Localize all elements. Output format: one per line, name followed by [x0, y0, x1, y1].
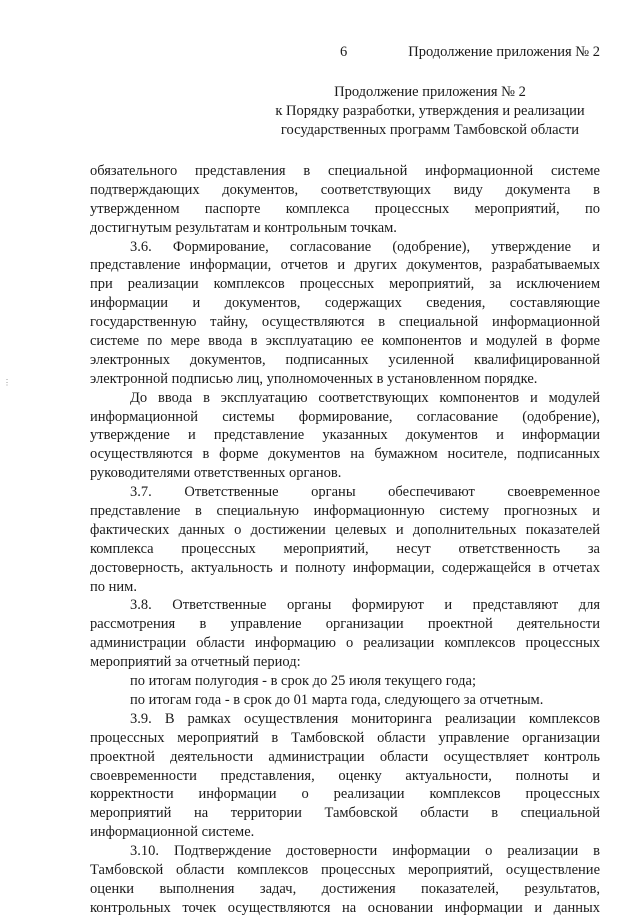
appendix-heading-line: Продолжение приложения № 2 — [334, 84, 526, 100]
paragraph-p3_9 — [90, 710, 600, 842]
text-line: обязательного представления в специальной информационной системе — [90, 163, 600, 179]
text-line: мероприятий на территории Тамбовской области в специальной — [90, 805, 600, 822]
document-body — [90, 162, 600, 918]
text-line: электронной подписью лиц, уполномоченных в установленном порядке. — [90, 370, 538, 387]
text-line: рассмотрения в управление организации проектной деятельности — [90, 616, 600, 633]
text-line: системе по мере ввода в эксплуатацию ее компонентов и модулей в форме — [90, 333, 600, 350]
text-line: информации и документов, содержащих сведения, составляющие — [90, 295, 600, 312]
text-line: подтверждающих документов, соответствующих виду документа в — [90, 181, 600, 198]
paragraph-p_half — [90, 672, 600, 691]
paragraph-p3_6 — [90, 238, 600, 389]
text-line: электронных документов, подписанных усиленной квалифицированной — [90, 351, 600, 368]
text-line: утверждение и представление указанных документов и информации — [90, 427, 600, 444]
text-line: оценки выполнения задач, достижения показателей, результатов, — [90, 880, 600, 897]
page-number: 6 — [340, 44, 348, 60]
text-line: корректности информации о реализации комплексов процессных — [90, 786, 600, 803]
text-line: 3.8. Ответственные органы формируют и представляют для — [130, 597, 600, 614]
page-header — [0, 44, 640, 64]
text-line: по итогам полугодия - в срок до 25 июля текущего года; — [130, 673, 476, 690]
text-line: информационной системы формирование, согласование (одобрение), — [90, 408, 600, 425]
text-line: 3.6. Формирование, согласование (одобрение), утверждение и — [130, 238, 600, 255]
paragraph-p3_10 — [90, 842, 600, 918]
text-line: проектной деятельности администрации области осуществляет контроль — [90, 748, 600, 765]
text-line: достигнутым результатам и контрольным точкам. — [90, 219, 397, 236]
text-line: руководителями ответственных органов. — [90, 465, 342, 482]
paragraph-p3_7 — [90, 483, 600, 596]
appendix-heading — [250, 83, 610, 140]
text-line: администрации области информацию о реализации комплексов процессных — [90, 635, 600, 652]
header-continuation: Продолжение приложения № 2 — [408, 44, 600, 60]
text-line: До ввода в эксплуатацию соответствующих компонентов и модулей — [130, 389, 600, 406]
text-line: мероприятий за отчетный период: — [90, 654, 301, 671]
text-line: представление информации, отчетов и других документов, разрабатываемых — [90, 257, 600, 274]
appendix-heading-line: к Порядку разработки, утверждения и реализации — [275, 103, 585, 119]
text-line: контрольных точек осуществляются на основании информации и данных — [90, 899, 600, 916]
text-line: при реализации комплексов процессных мероприятий, за исключением — [90, 276, 600, 293]
text-line: государственную тайну, осуществляются в специальной информационной — [90, 314, 600, 331]
text-line: представление в специальную информационную систему прогнозных и — [90, 503, 600, 520]
text-line: по итогам года - в срок до 01 марта года, следующего за отчетным. — [130, 691, 544, 708]
text-line: информационной системе. — [90, 824, 255, 841]
appendix-heading-line: государственных программ Тамбовской области — [280, 122, 580, 138]
text-line: фактических данных о достижении целевых и дополнительных показателей — [90, 521, 600, 538]
text-line: комплекса процессных мероприятий, несут ответственность за — [90, 540, 600, 557]
text-line: 3.9. В рамках осуществления мониторинга реализации комплексов — [130, 710, 600, 727]
text-line: 3.7. Ответственные органы обеспечивают своевременное — [130, 484, 600, 501]
text-line: 3.10. Подтверждение достоверности информации о реализации в — [130, 843, 600, 860]
text-line: процессных мероприятий в Тамбовской области управление организации — [90, 729, 600, 746]
margin-mark: ⋮ — [3, 378, 11, 387]
text-line: по ним. — [90, 578, 137, 595]
paragraph-p_vvod — [90, 389, 600, 483]
text-line: достоверность, актуальность и полноту информации, содержащейся в отчетах — [90, 559, 600, 576]
text-line: Тамбовской области комплексов процессных мероприятий, осуществление — [90, 861, 600, 878]
text-line: утвержденном паспорте комплекса процессных мероприятий, по — [90, 200, 600, 217]
paragraph-p0 — [90, 162, 600, 238]
paragraph-p3_8 — [90, 596, 600, 672]
paragraph-p_year — [90, 691, 600, 710]
text-line: осуществляются в форме документов на бумажном носителе, подписанных — [90, 446, 600, 463]
text-line: своевременности представления, оценку актуальности, полноты и — [90, 767, 600, 784]
